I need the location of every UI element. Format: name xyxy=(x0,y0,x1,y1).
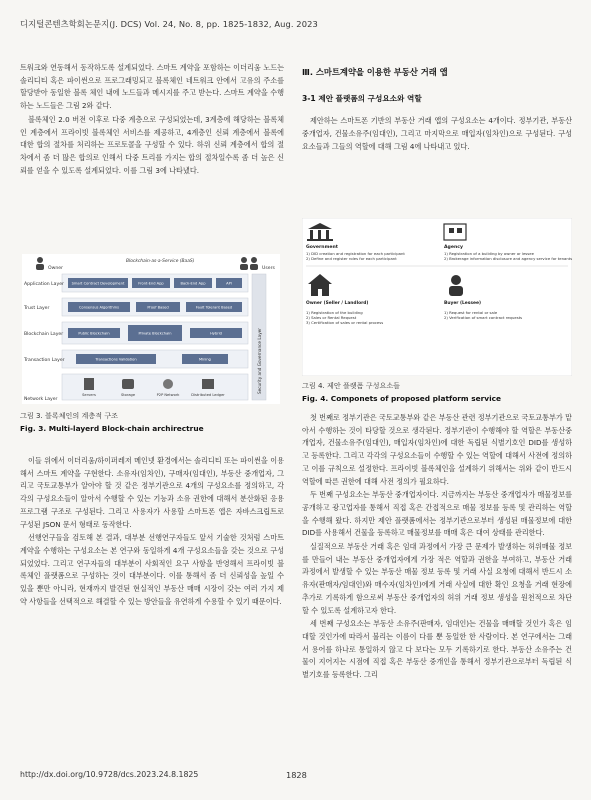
layer-label: Transaction Layer xyxy=(24,358,65,363)
buyer-role: 2) Verification of smart contract requests xyxy=(444,315,523,320)
paragraph: 트워크와 연동해서 동작하도록 설계되었다. 스마트 계약을 포함하는 이더리움 노드는 솔리디티 혹은 파이썬으로 프로그래밍되고 블록체인 네트워크 안에서 고유의 주소를 할당받아 동일한 블록 체인 내에 노드들과 메시지를 주고 받는다. 스마트 계약을 수행하는 노드들은 그림 2와 같다. xyxy=(20,63,284,111)
app-box: Smart Contract Development xyxy=(71,281,125,286)
chain-box: Public Blockchain xyxy=(78,331,110,336)
subsection-title: 3-1 제안 플랫폼의 구성요소와 역할 xyxy=(302,93,422,103)
chain-box: Private Blockchain xyxy=(138,331,172,336)
agency-label: Agency xyxy=(444,245,463,250)
journal-header: 디지털콘텐츠학회논문지(J. DCS) Vol. 24, No. 8, pp. 1825-1832, Aug. 2023 xyxy=(20,19,318,29)
trust-box: Fault Tolerant Based xyxy=(195,305,233,310)
agency-role: 2) Brokerage information disclosure and agency service for tenants xyxy=(444,256,572,261)
layer-label: Network Layer xyxy=(24,397,58,402)
fig3-top-label: Blockchain-as-a-Service (BaaS) xyxy=(126,259,195,264)
trust-box: Proof Based xyxy=(147,305,169,310)
gov-role: 1) DID creation and registration for each participant xyxy=(306,251,405,256)
network-item: Storage xyxy=(120,393,136,397)
paragraph: 첫 번째로 정부기관은 국토교통부와 같은 부동산 관련 정부기관으로 국토교통부가 맡아서 수행하는 것이 타당할 것으로 생각된다. 정부기관이 수행해야 할 역할은 부동산중개업자, 건물소유주(임대인), 매입자(임차인)에 대한 독립된 식별기호인 DID를 생성하고 등록한다. 그리고 각각의 구성요소들이 수행할 수 있는 역할에 대해서 사전에 정의하고 이를 규칙으로 설정한다. 프라이빗 블록체인을 설계하기 위해서는 위와 같이 반드시 역할에 따른 권한에 대해 사전 정의가 필요하다. xyxy=(302,413,572,486)
owner-label: Owner (Seller / Landlord) xyxy=(306,301,369,306)
gov-label: Government xyxy=(306,245,338,250)
paragraph: 제안하는 스마트폰 기반의 부동산 거래 앱의 구성요소는 4개이다. 정부기관, 부동산 중개업자, 건물소유주(임대인), 그리고 마지막으로 매입자(임차인)으로 구성된다. 구성요소들과 그들의 역할에 대해 그림 4에 나타내고 있다. xyxy=(302,116,572,151)
trust-box: Consensus Algorithms xyxy=(79,305,119,310)
gov-role: 2) Define and register roles for each participant xyxy=(306,256,397,261)
app-box: Front-End App xyxy=(138,281,164,286)
paragraph: 이들 위에서 이더리움/하이퍼레저 메인넷 환경에서는 솔리디티 또는 파이썬을 이용해서 스마트 계약을 구현한다. 소유자(임차인), 구매자(임대인), 부동산 중개업자, 그리고 국토교통부가 알아야 할 것 같은 정부기관으로 4개의 구성요소를 정의하고, 각각의 구성요소들이 알아서 수행할 수 있는 기능과 소유 권한에 대해서 분산화된 응용프로그램 구조로 구성된다. 그리고 사용자가 사용할 스마트폰 앱은 자바스크립트로 구성된 JSON 문서 형태로 동작한다. xyxy=(20,456,284,529)
right-column-bottom xyxy=(302,412,572,683)
right-column-top xyxy=(302,66,572,155)
fig3-caption xyxy=(20,410,284,435)
figure-3-blockchain-layers xyxy=(22,254,280,404)
section-title: Ⅲ. 스마트계약을 이용한 부동산 거래 앱 xyxy=(302,67,448,77)
buyer-label: Buyer (Lessee) xyxy=(444,301,481,306)
fig4-caption-ko: 그림 4. 제안 플랫폼 구성요소들 xyxy=(302,381,401,390)
paragraph: 선행연구들을 검토해 본 결과, 대부분 선행연구자들도 앞서 기술한 것처럼 스마트 계약을 수행하는 구성요소는 본 연구와 동일하게 4개 구성요소들을 갖는 것으로 구성되었었다. 그리고 연구자들의 대부분이 사회적인 요구 사항을 반영해서 프라이빗 블록체인 플랫폼으로 구성하는 것이 대부분이다. 이를 통해서 좀 더 신뢰성을 높일 수 있을 뿐만 아니라, 현재까지 발견된 현실적인 부동산 매매 시장이 갖는 여러 가지 제약 사항들을 선택적으로 해결할 수 있는 방안들을 유연하게 수용할 수 있기 때문이다. xyxy=(20,533,284,606)
layer-label: Trust Layer xyxy=(24,306,50,311)
owner-role: 2) Sales or Rental Request xyxy=(306,315,357,320)
page-number: 1828 xyxy=(286,770,307,780)
doi-link[interactable]: http://dx.doi.org/10.9728/dcs.2023.24.8.1825 xyxy=(20,770,199,779)
fig3-owner-label: Owner xyxy=(48,266,63,271)
buyer-role: 1) Request for rental or sale xyxy=(444,310,498,315)
paragraph: 두 번째 구성요소는 부동산 중개업자이다. 지금까지는 부동산 중개업자가 매물정보를 공개하고 광고업자를 통해서 직접 혹은 간접적으로 매물 정보를 등록 및 관리하는 역할을 수행해 왔다. 하지만 제안 플랫폼에서는 정부기관으로부터 생성된 매물정보에 대한 DID를 사용해서 건물을 등록하고 매물정보를 매매 혹은 대여 상태를 관리한다. xyxy=(302,490,572,538)
network-item: P2P Network xyxy=(156,393,180,397)
owner-role: 1) Registration of the building xyxy=(306,310,363,315)
fig3-caption-ko: 그림 3. 블록체인의 계층적 구조 xyxy=(20,411,119,420)
tx-box: Mining xyxy=(199,357,211,362)
app-box: Back-End App xyxy=(180,281,206,286)
fig4-caption xyxy=(302,380,572,405)
fig4-caption-en: Fig. 4. Componets of proposed platform service xyxy=(302,393,502,403)
layer-label: Blockchain Layer xyxy=(24,332,64,337)
left-column-top xyxy=(20,62,284,178)
owner-role: 3) Certification of sales or rental process xyxy=(306,320,384,325)
app-box: API xyxy=(226,281,232,286)
paragraph: 실질적으로 부동산 거래 혹은 임대 과정에서 가장 큰 문제가 발생하는 허위매물 정보를 만들어 내는 부동산 중개업자에게 가장 적은 역할과 권한을 부여하고, 부동산 거래 과정에서 발생할 수 있는 부동산 매물 정보 등록 및 거래 사실 요청에 대해서 반드시 소유자(판매자/임대인)와 매수자(임차인)에게 거래 사실에 대한 확인 요청을 거래 현장에 추가로 기록하게 함으로써 부동산 중개업자의 허위 거래 정보 생성을 원천적으로 차단할 수 있도록 설계하고자 한다. xyxy=(302,542,572,615)
tx-box: Transactions Validation xyxy=(95,357,137,362)
left-column-bottom xyxy=(20,455,284,609)
network-item: Servers xyxy=(82,393,96,397)
agency-role: 1) Registration of a building by owner or lessee xyxy=(444,251,534,256)
security-layer-label: Security and Governance Layer xyxy=(257,327,262,394)
paragraph: 블록체인 2.0 버전 이후로 다중 계층으로 구성되었는데, 3계층에 해당하는 블록체인 계층에서 프라이빗 블록체인 서비스를 제공하고, 4계층인 신뢰 계층에서 블록에 대한 합의 절차를 처리하는 프로토콜을 구성할 수 있다. 하위 신뢰 계층에서 합의 절차에서 좀 더 많은 합의로 인해서 다중 트리를 가지는 합의 절차일수록 좀 더 높은 신뢰를 얻을 수 있도록 설계되었다. 이를 그림 3에 나타냈다. xyxy=(20,114,284,175)
paragraph: 세 번째 구성요소는 부동산 소유주(판매자, 임대인)는 건물을 매매할 것인가 혹은 임대할 것인가에 따라서 불리는 이름이 다를 뿐 동일한 한 사람이다. 본 연구에서는 그래서 용어를 하나로 통일하지 않고 다 보다는 모두 기록하기로 한다. 부동산 소유주는 건물이 지어지는 시점에 직접 혹은 부동산 중개인을 통해서 정부기관으로부터 독립된 식별기호를 등록한다. 그리 xyxy=(302,619,572,680)
layer-label: Application Layer xyxy=(24,282,64,287)
fig3-caption-en: Fig. 3. Multi-layerd Block-chain archirectrue xyxy=(20,423,204,433)
chain-box: Hybrid xyxy=(210,331,222,336)
fig3-users-label: Users xyxy=(262,266,275,271)
network-item: Distributed Ledger xyxy=(191,393,225,397)
figure-4-platform-components xyxy=(302,218,572,376)
